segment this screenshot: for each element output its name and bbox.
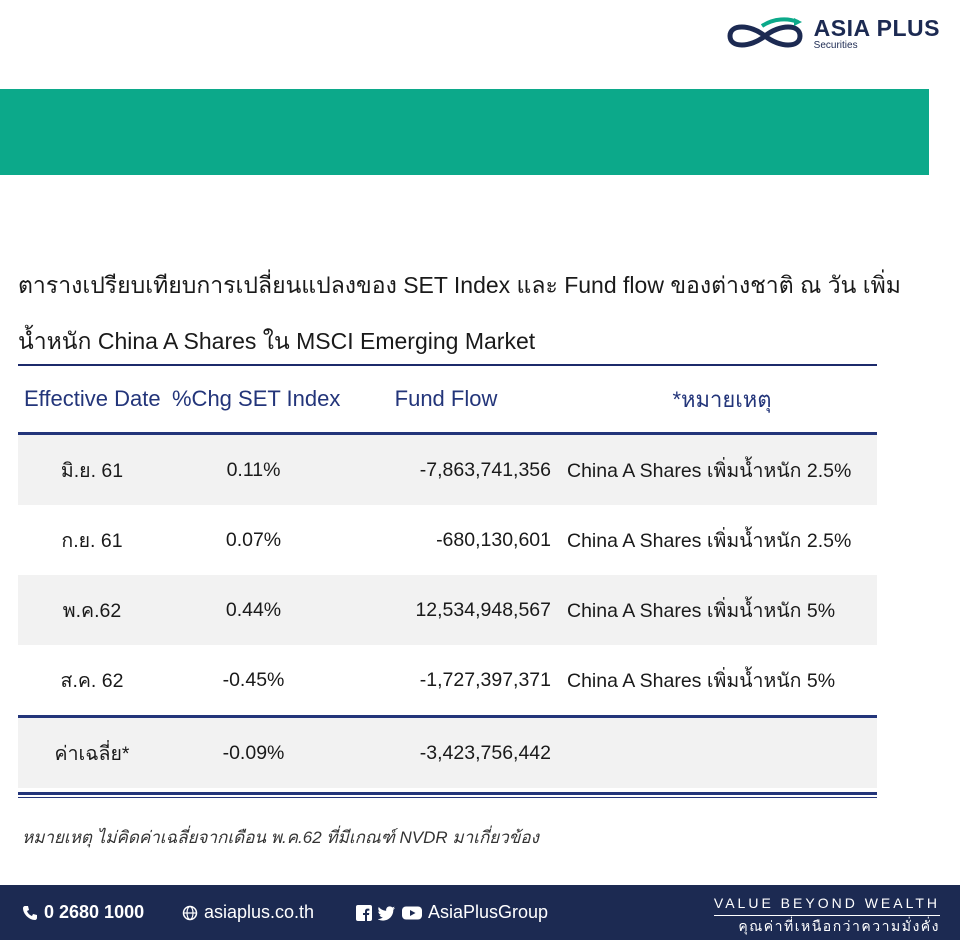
facebook-icon — [356, 905, 372, 921]
average-row — [18, 718, 877, 788]
website-url: asiaplus.co.th — [204, 902, 315, 922]
social-handle: AsiaPlusGroup — [428, 902, 549, 922]
cell-chg: 0.11% — [226, 458, 281, 481]
phone-icon — [22, 905, 38, 921]
cell-flow: -1,727,397,371 — [419, 668, 551, 691]
tagline-thai: คุณค่าที่เหนือกว่าความมั่งคั่ง — [714, 915, 940, 936]
cell-note: China A Shares เพิ่มน้ำหนัก 2.5% — [567, 529, 852, 552]
cell-chg: 0.44% — [225, 598, 282, 621]
cell-date: พ.ค.62 — [62, 599, 122, 622]
comparison-table — [18, 364, 877, 798]
brand-name: ASIA PLUS — [813, 15, 940, 41]
table-bottom-rule-thin — [18, 797, 877, 798]
page-title: ตารางเปรียบเทียบการเปลี่ยนแปลงของ SET Index และ Fund flow ของต่างชาติ ณ วัน เพิ่มน้ำหนัก China A Shares ใน MSCI Emerging Market — [18, 272, 901, 354]
col-header-flow: Fund Flow — [394, 386, 498, 411]
cell-chg: 0.07% — [225, 528, 282, 551]
footer-phone[interactable] — [22, 885, 144, 940]
infinity-logo-icon — [722, 14, 808, 54]
cell-flow: -7,863,741,356 — [419, 458, 551, 481]
col-header-note: *หมายเหตุ — [672, 386, 772, 412]
phone-number: 0 2680 1000 — [44, 902, 145, 922]
table-bottom-rule — [18, 792, 877, 795]
globe-icon — [182, 905, 198, 921]
youtube-icon — [402, 905, 422, 921]
table-row — [18, 435, 877, 505]
cell-flow: -680,130,601 — [436, 528, 551, 551]
brand-sub: Securities — [813, 40, 858, 51]
footnote: หมายเหตุ ไม่คิดค่าเฉลี่ยจากเดือน พ.ค.62 ที่มีเกณฑ์ NVDR มาเกี่ยวข้อง — [22, 828, 539, 847]
cell-average-flow: -3,423,756,442 — [419, 741, 551, 764]
col-header-date: Effective Date — [24, 386, 161, 411]
cell-flow: 12,534,948,567 — [415, 598, 551, 621]
col-header-chg: %Chg SET Index — [172, 386, 341, 411]
cell-date: ก.ย. 61 — [61, 529, 123, 552]
cell-average-label: ค่าเฉลี่ย* — [54, 742, 130, 765]
asia-plus-logo — [722, 12, 940, 56]
header-banner — [0, 89, 929, 175]
cell-chg: -0.45% — [222, 668, 285, 691]
footer-social[interactable] — [356, 885, 548, 940]
cell-note: China A Shares เพิ่มน้ำหนัก 5% — [567, 669, 836, 692]
twitter-icon — [378, 905, 396, 921]
table-row — [18, 575, 877, 645]
table-row — [18, 505, 877, 575]
cell-date: ส.ค. 62 — [60, 669, 124, 692]
footer-website[interactable] — [182, 885, 314, 940]
footer-bar — [0, 885, 960, 940]
cell-average-chg: -0.09% — [222, 741, 285, 764]
cell-note: China A Shares เพิ่มน้ำหนัก 5% — [567, 599, 836, 622]
tagline-block — [714, 893, 940, 936]
table-row — [18, 645, 877, 715]
table-header — [18, 366, 877, 432]
cell-date: มิ.ย. 61 — [60, 459, 124, 482]
cell-note: China A Shares เพิ่มน้ำหนัก 2.5% — [567, 459, 852, 482]
tagline: VALUE BEYOND WEALTH — [713, 895, 940, 911]
